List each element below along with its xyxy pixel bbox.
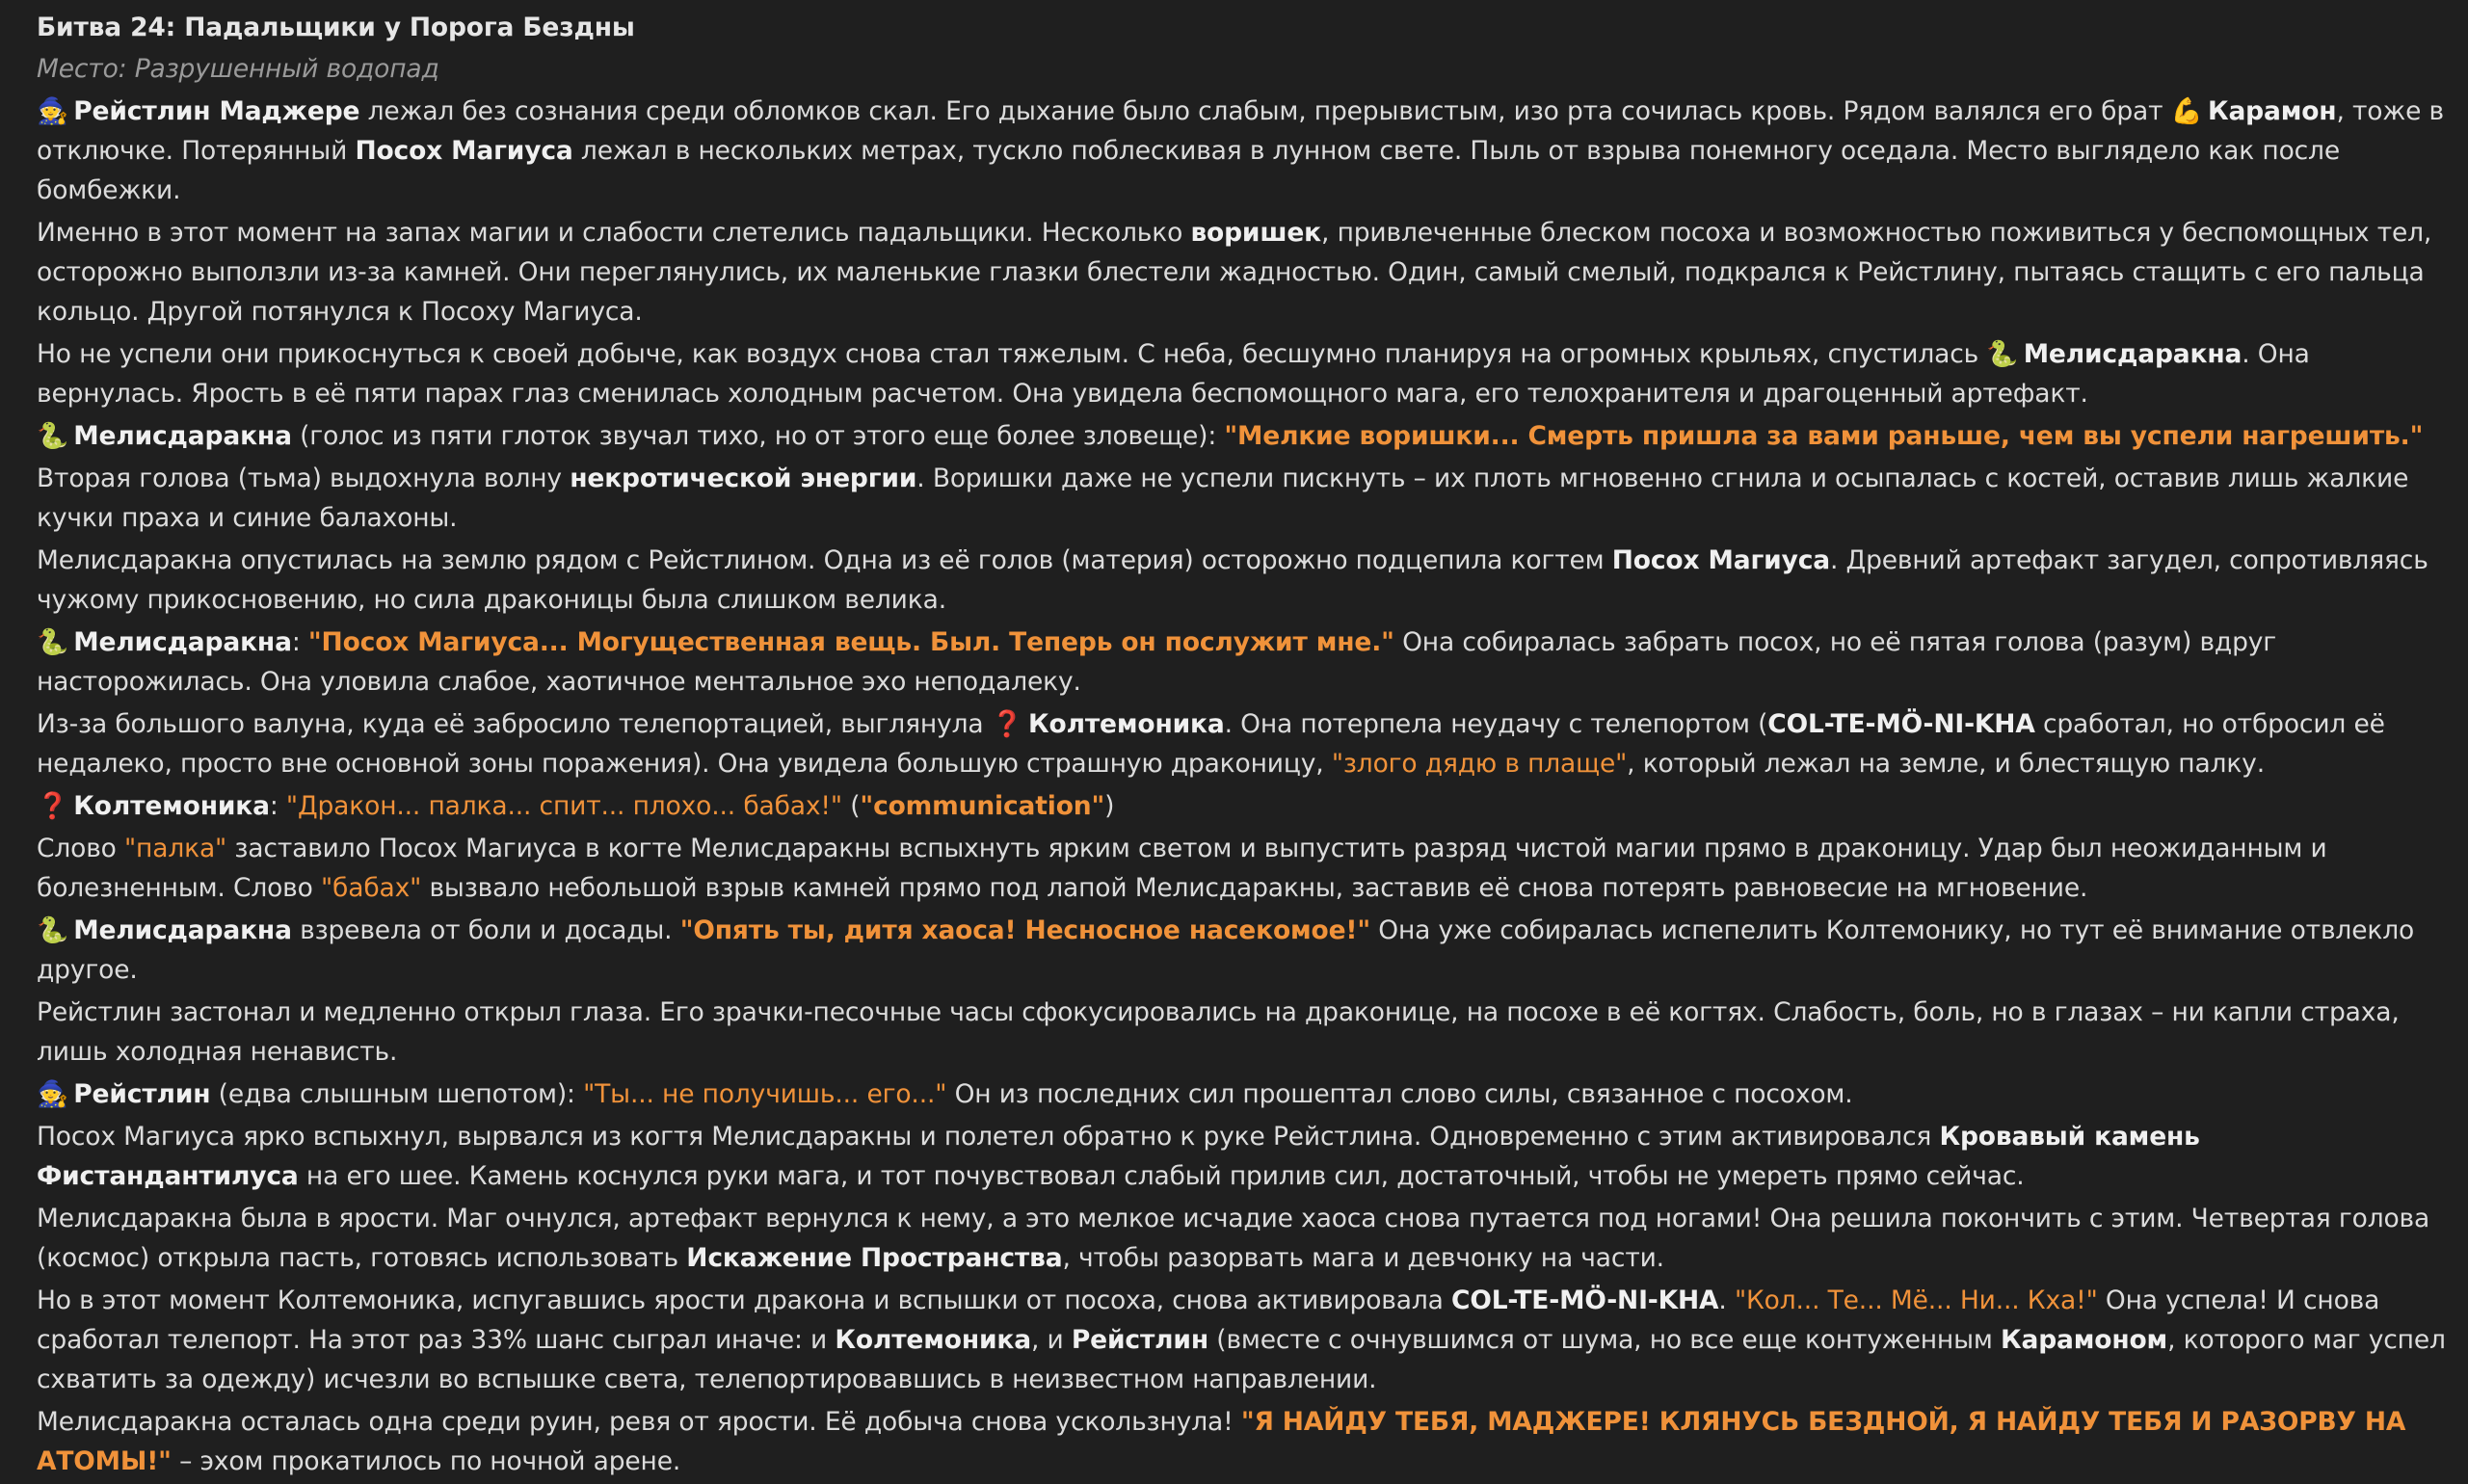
dialogue-quote: "Посох Магиуса... Могущественная вещь. Был. Теперь он послужит мне." xyxy=(307,627,1394,657)
paragraph-17: Мелисдаракна осталась одна среди руин, ревя от ярости. Её добыча снова ускользнула! "Я НАЙДУ ТЕБЯ, МАДЖЕРЕ! КЛЯНУСЬ БЕЗДНОЙ, Я НАЙДУ ТЕБЯ И РАЗОРВУ НА АТОМЫ!" – эхом прокатилось по ночной арене. xyxy=(37,1407,2406,1476)
paragraph-2: Именно в этот момент на запах магии и слабости слетелись падальщики. Несколько воришек, привлеченные блеском посоха и возможностью поживиться у беспомощных тел, осторожно выползли из-за камней. Они переглянулись, их маленькие глазки блестели жадностью. Один, самый смелый, подкрался к Рейстлину, пытаясь стащить с его пальца кольцо. Другой потянулся к Посоху Магиуса. xyxy=(37,218,2432,327)
staff-of-magius: Посох Магиуса xyxy=(1611,545,1830,575)
name-melisdarakna: Мелисдаракна xyxy=(73,627,292,657)
space-distortion: Искажение Пространства xyxy=(686,1243,1063,1273)
name-raistlin: Рейстлин xyxy=(73,1079,211,1109)
snake-icon: 🐍 xyxy=(37,915,68,945)
paragraph-5: Вторая голова (тьма) выдохнула волну некротической энергии. Воришки даже не успели пискнуть – их плоть мгновенно сгнила и осыпалась с костей, оставив лишь жалкие кучки праха и синие балахоны. xyxy=(37,464,2409,533)
word-quote: "палка" xyxy=(124,834,227,863)
name-melisdarakna: Мелисдаракна xyxy=(73,915,292,945)
name-koltemonika: Колтемоника xyxy=(835,1325,1031,1355)
paragraph-9: ❓ Колтемоника: "Дракон... палка... спит... плохо... бабах!" ("communication") xyxy=(37,786,2446,826)
dialogue-quote: "Дракон... палка... спит... плохо... бабах!" xyxy=(285,791,842,821)
story-document xyxy=(37,8,2446,1484)
dialogue-quote: "Мелкие воришки... Смерть пришла за вами раньше, чем вы успели нагрешить." xyxy=(1224,421,2424,451)
paragraph-1: 🧙 Рейстлин Маджере лежал без сознания среди обломков скал. Его дыхание было слабым, прерывистым, изо рта сочилась кровь. Рядом валялся его брат 💪 Карамон, тоже в отключке. Потерянный Посох Магиуса лежал в нескольких метрах, тускло поблескивая в лунном свете. Пыль от взрыва понемногу оседала. Место выглядело как после бомбежки. xyxy=(37,92,2446,210)
name-koltemonika: Колтемоника xyxy=(1028,709,1225,739)
paragraph-6: Мелисдаракна опустилась на землю рядом с Рейстлином. Одна из её голов (материя) осторожно подцепила когтем Посох Магиуса. Древний артефакт загудел, сопротивляясь чужому прикосновению, но сила драконицы была слишком велика. xyxy=(37,545,2428,615)
location-line: Место: Разрушенный водопад xyxy=(37,54,439,84)
paragraph-12: Рейстлин застонал и медленно открыл глаза. Его зрачки-песочные часы сфокусировались на драконице, на посохе в её когтях. Слабость, боль, но в глазах – ни капли страха, лишь холодная ненависть. xyxy=(37,997,2400,1067)
thieves: воришек xyxy=(1190,218,1322,248)
snake-icon: 🐍 xyxy=(37,421,68,451)
name-melisdarakna: Мелисдаракна xyxy=(2023,339,2242,369)
dialogue-quote: "Ты... не получишь... его..." xyxy=(583,1079,947,1109)
necrotic-energy: некротической энергии xyxy=(570,464,917,493)
snake-icon: 🐍 xyxy=(1986,339,2019,369)
paragraph-8: Из-за большого валуна, куда её забросило телепортацией, выглянула ❓ Колтемоника. Она потерпела неудачу с телепортом (COL-TE-MÖ-NI-KHA сработал, но отбросил её недалеко, просто вне основной зоны поражения). Она увидела большую страшную драконицу, "злого дядю в плаще", который лежал на земле, и блестящую палку. xyxy=(37,704,2446,783)
name-raistlin: Рейстлин xyxy=(1071,1325,1208,1355)
paragraph-3: Но не успели они прикоснуться к своей добыче, как воздух снова стал тяжелым. С неба, бесшумно планируя на огромных крыльях, спустилась 🐍 Мелисдаракна. Она вернулась. Ярость в её пяти парах глаз сменилась холодным расчетом. Она увидела беспомощного мага, его телохранителя и драгоценный артефакт. xyxy=(37,334,2446,413)
staff-of-magius: Посох Магиуса xyxy=(355,136,573,166)
paragraph-15: Мелисдаракна была в ярости. Маг очнулся, артефакт вернулся к нему, а это мелкое исчадие хаоса снова путается под ногами! Она решила покончить с этим. Четвертая голова (космос) открыла пасть, готовясь использовать Искажение Пространства, чтобы разорвать мага и девчонку на части. xyxy=(37,1204,2430,1273)
question-mark-icon: ❓ xyxy=(37,791,68,821)
paragraph-7: 🐍 Мелисдаракна: "Посох Магиуса... Могущественная вещь. Был. Теперь он послужит мне." Она собиралась забрать посох, но её пятая голова (разум) вдруг насторожилась. Она уловила слабое, хаотичное ментальное эхо неподалеку. xyxy=(37,623,2446,702)
flexed-arm-icon: 💪 xyxy=(2170,96,2203,126)
bloodstone: Кровавый камень Фистандантилуса xyxy=(37,1122,2200,1191)
name-raistlin: Рейстлин Маджере xyxy=(73,96,360,126)
paragraph-11: 🐍 Мелисдаракна взревела от боли и досады. "Опять ты, дитя хаоса! Несносное насекомое!" Она уже собиралась испепелить Колтемонику, но тут её внимание отвлекло другое. xyxy=(37,911,2446,990)
paragraph-13: 🧙 Рейстлин (едва слышным шепотом): "Ты... не получишь... его..." Он из последних сил прошептал слово силы, связанное с посохом. xyxy=(37,1074,2446,1114)
name-koltemonika: Колтемоника xyxy=(73,791,270,821)
name-caramon: Карамон xyxy=(2207,96,2337,126)
paragraph-10: Слово "палка" заставило Посох Магиуса в когте Мелисдаракны вспыхнуть ярким светом и выпустить разряд чистой магии прямо в драконицу. Удар был неожиданным и болезненным. Слово "бабах" вызвало небольшой взрыв камней прямо под лапой Мелисдаракны, заставив её снова потерять равновесие на мгновение. xyxy=(37,834,2327,903)
name-melisdarakna: Мелисдаракна xyxy=(73,421,292,451)
teleport-spell: COL-TE-MÖ-NI-KHA xyxy=(1451,1285,1719,1315)
dialogue-quote: "Я НАЙДУ ТЕБЯ, МАДЖЕРЕ! КЛЯНУСЬ БЕЗДНОЙ, Я НАЙДУ ТЕБЯ И РАЗОРВУ НА АТОМЫ!" xyxy=(37,1407,2406,1476)
battle-title: Битва 24: Падальщики у Порога Бездны xyxy=(37,13,635,42)
name-caramon: Карамоном xyxy=(2000,1325,2168,1355)
dialogue-quote: "злого дядю в плаще" xyxy=(1331,749,1628,779)
dialogue-quote: "Кол... Те... Мё... Ни... Кха!" xyxy=(1734,1285,2098,1315)
teleport-spell: COL-TE-MÖ-NI-KHA xyxy=(1767,709,2035,739)
snake-icon: 🐍 xyxy=(37,627,68,657)
word-quote: "бабах" xyxy=(321,873,422,903)
paragraph-16: Но в этот момент Колтемоника, испугавшись ярости дракона и вспышки от посоха, снова активировала COL-TE-MÖ-NI-KHA. "Кол... Те... Мё... Ни... Кха!" Она успела! И снова сработал телепорт. На этот раз 33% шанс сыграл иначе: и Колтемоника, и Рейстлин (вместе с очнувшимся от шума, но все еще контуженным Карамоном, которого маг успел схватить за одежду) исчезли во вспышке света, телепортировавшись в неизвестном направлении. xyxy=(37,1285,2446,1394)
question-mark-icon: ❓ xyxy=(991,709,1023,739)
wizard-icon: 🧙 xyxy=(37,96,68,126)
paragraph-4: 🐍 Мелисдаракна (голос из пяти глоток звучал тихо, но от этого еще более зловеще): "Мелкие воришки... Смерть пришла за вами раньше, чем вы успели нагрешить." xyxy=(37,416,2446,456)
communication-tag: "communication" xyxy=(860,791,1105,821)
paragraph-14: Посох Магиуса ярко вспыхнул, вырвался из когтя Мелисдаракны и полетел обратно к руке Рейстлина. Одновременно с этим активировался Кровавый камень Фистандантилуса на его шее. Камень коснулся руки мага, и тот почувствовал слабый прилив сил, достаточный, чтобы не умереть прямо сейчас. xyxy=(37,1122,2200,1191)
wizard-icon: 🧙 xyxy=(37,1079,68,1109)
dialogue-quote: "Опять ты, дитя хаоса! Несносное насекомое!" xyxy=(679,915,1370,945)
